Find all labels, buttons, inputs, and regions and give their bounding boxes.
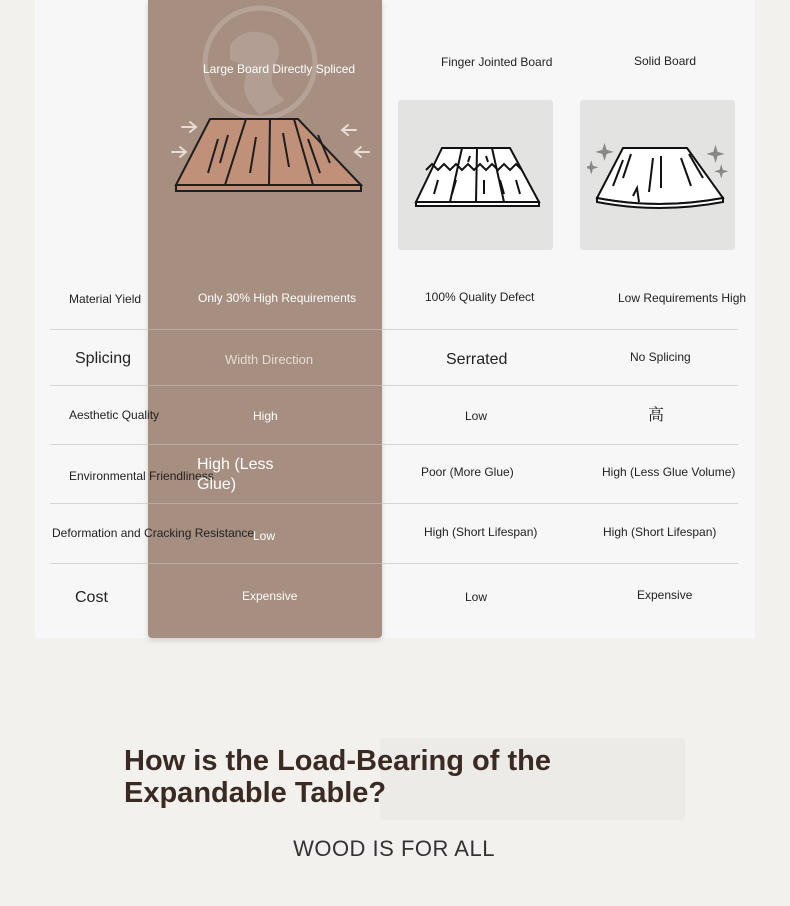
finger-jointed-board-illustration-icon (412, 140, 542, 210)
section-tagline: WOOD IS FOR ALL (293, 836, 495, 861)
header-finger-jointed: Finger Jointed Board (441, 55, 553, 69)
solid-board-illustration-icon (587, 140, 732, 210)
row-divider (50, 563, 148, 564)
row-divider (382, 329, 738, 330)
large-board-illustration-icon (168, 115, 373, 197)
row-label-deformation-resistance: Deformation and Cracking Resistance (52, 526, 255, 540)
row-label-splicing: Splicing (75, 350, 132, 367)
cell-environmental-finger: Poor (More Glue) (421, 465, 514, 479)
row-divider (148, 329, 382, 330)
cell-splicing-solid: No Splicing (630, 350, 691, 364)
row-divider (148, 444, 382, 445)
cell-deformation-large: Low (253, 529, 276, 543)
row-divider (148, 563, 382, 564)
cell-cost-finger: Low (465, 590, 488, 604)
row-divider (50, 329, 148, 330)
row-label-aesthetic-quality: Aesthetic Quality (69, 408, 160, 422)
cell-deformation-finger: High (Short Lifespan) (424, 525, 538, 539)
header-large-board: Large Board Directly Spliced (203, 62, 356, 76)
row-divider (382, 563, 738, 564)
cell-cost-large: Expensive (242, 589, 298, 603)
section-title: How is the Load-Bearing of the Expandable Table? (124, 745, 551, 809)
row-label-material-yield: Material Yield (69, 292, 142, 306)
row-divider (382, 385, 738, 386)
cell-deformation-solid: High (Short Lifespan) (603, 525, 717, 539)
row-divider (148, 385, 382, 386)
cell-aesthetic-finger: Low (465, 409, 488, 423)
cell-aesthetic-large: High (253, 409, 278, 423)
row-divider (50, 503, 148, 504)
cell-environmental-large-line1: High (Less (197, 456, 274, 473)
cell-aesthetic-solid: 高 (648, 407, 665, 424)
row-divider (50, 385, 148, 386)
row-label-cost: Cost (75, 589, 108, 606)
row-divider (148, 503, 382, 504)
cell-material-yield-large: Only 30% High Requirements (198, 291, 357, 305)
cell-splicing-finger: Serrated (446, 351, 508, 368)
cell-environmental-solid: High (Less Glue Volume) (602, 465, 736, 479)
row-divider (382, 444, 738, 445)
cell-material-yield-finger: 100% Quality Defect (425, 290, 535, 304)
cell-material-yield-solid: Low Requirements High (618, 291, 747, 305)
cell-splicing-large: Width Direction (225, 352, 314, 367)
cell-environmental-large-line2: Glue) (197, 476, 237, 493)
header-solid-board: Solid Board (634, 54, 697, 68)
comparison-panel (35, 0, 755, 638)
row-label-environmental-friendliness: Environmental Friendliness (69, 469, 214, 483)
cell-cost-solid: Expensive (637, 588, 693, 602)
row-divider (382, 503, 738, 504)
row-divider (50, 444, 148, 445)
